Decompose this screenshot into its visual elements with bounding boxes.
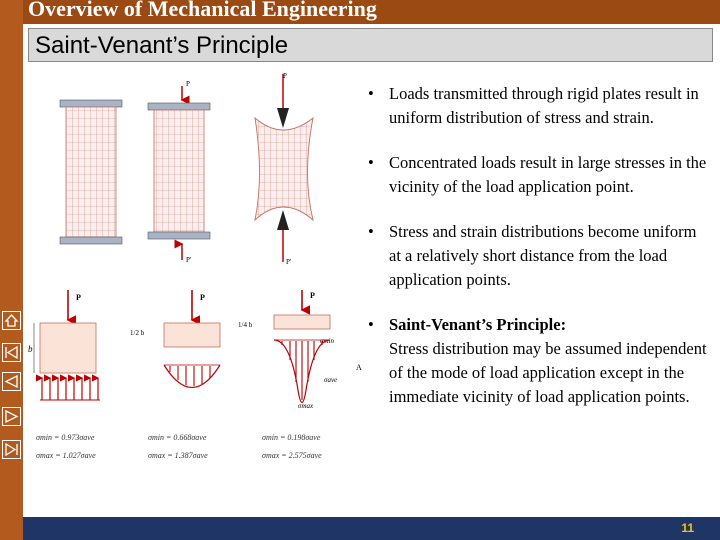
home-nav-icon[interactable] xyxy=(2,311,21,330)
bullet-text: Stress distribution may be assumed independent of the mode of load application except in the immediate vicinity of load application points. xyxy=(389,339,707,406)
slide-title: Saint-Venant’s Principle xyxy=(35,32,289,59)
stress-distribution-2 xyxy=(130,290,220,388)
bullet-list xyxy=(366,82,711,430)
rigid-plate-top xyxy=(60,100,122,107)
figure-svg xyxy=(30,70,370,470)
stress-distribution-3 xyxy=(238,290,362,410)
specimen-rigid-plates xyxy=(60,100,122,244)
sigma-max-label: σmax xyxy=(298,402,314,410)
load-label-pprime-2: P′ xyxy=(186,256,192,264)
bullet-item xyxy=(366,313,711,409)
next-slide-icon[interactable] xyxy=(2,407,21,426)
frac-half-label: 1/2 b xyxy=(130,329,145,337)
load-label-pprime-3: P′ xyxy=(286,258,292,266)
slide-title-box xyxy=(28,28,713,62)
previous-slide-icon[interactable] xyxy=(2,372,21,391)
load-label-p-b2: P xyxy=(200,293,205,302)
load-label-p-3: P xyxy=(283,72,287,80)
first-slide-icon[interactable] xyxy=(2,343,21,362)
load-label-p-b1: P xyxy=(76,293,81,302)
dim-b-label: b xyxy=(28,344,33,354)
stress-distribution-1 xyxy=(28,290,100,400)
bullet-item xyxy=(366,151,711,199)
bullet-dot: • xyxy=(368,84,374,103)
eq3-min: σmin = 0.198σave xyxy=(262,433,321,442)
eq3-max: σmax = 2.575σave xyxy=(262,451,322,460)
bullet-dot: • xyxy=(368,222,374,241)
point-a-label: A xyxy=(356,363,362,372)
specimen-concentrated-loads xyxy=(255,72,313,266)
rigid-plate-bottom xyxy=(60,237,122,244)
eq2-min: σmin = 0.668σave xyxy=(148,433,207,442)
bullet-item xyxy=(366,82,711,130)
frac-quarter-label: 1/4 b xyxy=(238,321,253,329)
bullet-text: Concentrated loads result in large stresses in the vicinity of the load application point. xyxy=(389,153,707,196)
eq2-max: σmax = 1.387σave xyxy=(148,451,208,460)
bullet-text: Stress and strain distributions become uniform at a relatively short distance from the load application points. xyxy=(389,222,697,289)
load-label-p-2: P xyxy=(186,80,190,88)
last-slide-icon[interactable] xyxy=(2,440,21,459)
eq1-max: σmax = 1.027σave xyxy=(36,451,96,460)
sigma-ave-label: σave xyxy=(324,376,338,384)
bullet-dot: • xyxy=(368,153,374,172)
bottom-bar xyxy=(23,517,720,540)
bullet-heading: Saint-Venant’s Principle: xyxy=(389,315,567,334)
course-title: Overview of Mechanical Engineering xyxy=(28,0,377,21)
sigma-min-label: σmin xyxy=(320,337,334,345)
load-label-p-b3: P xyxy=(310,291,315,300)
eq1-min: σmin = 0.973σave xyxy=(36,433,95,442)
bullet-dot: • xyxy=(368,315,374,334)
saint-venant-figure xyxy=(30,70,370,470)
specimen-rigid-plates-loaded xyxy=(148,80,210,264)
page-number: 11 xyxy=(681,521,694,535)
bullet-text: Loads transmitted through rigid plates result in uniform distribution of stress and strain. xyxy=(389,84,699,127)
bullet-item xyxy=(366,220,711,292)
